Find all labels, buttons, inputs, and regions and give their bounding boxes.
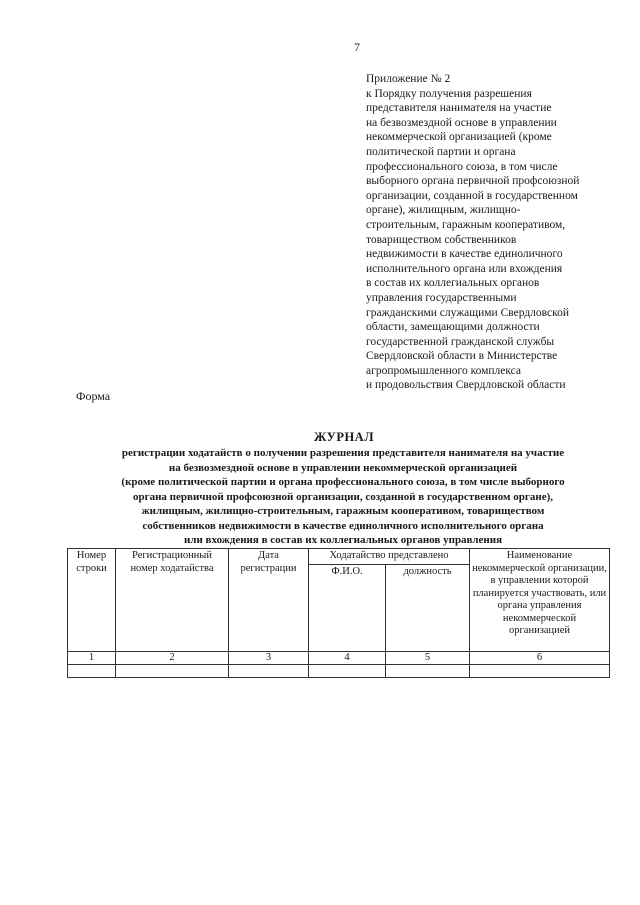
appendix-line: представителя нанимателя на участие bbox=[366, 102, 552, 115]
column-number: 3 bbox=[229, 651, 309, 665]
appendix-line: агропромышленного комплекса bbox=[366, 364, 522, 377]
table-cell bbox=[309, 665, 386, 678]
appendix-line: организации, созданной в государственном bbox=[366, 189, 578, 202]
column-number: 1 bbox=[68, 651, 116, 665]
journal-subtitle-line: собственников недвижимости в качестве единоличного исполнительного органа bbox=[142, 519, 544, 532]
journal-subtitle-line: жилищным, жилищно-строительным, гаражным кооперативом, товариществом bbox=[141, 505, 545, 517]
table-cell bbox=[229, 665, 309, 678]
header-registration-number: Регистрационный номер ходатайства bbox=[116, 549, 229, 652]
appendix-line: на безвозмездной основе в управлении bbox=[366, 116, 557, 129]
column-number: 4 bbox=[309, 651, 386, 665]
header-position: должность bbox=[386, 564, 470, 651]
journal-subtitle-line: регистрации ходатайств о получении разрешения представителя нанимателя на участие bbox=[121, 447, 565, 459]
appendix-line: выборного органа первичной профсоюзной bbox=[366, 175, 580, 188]
header-registration-date: Дата регистрации bbox=[229, 549, 309, 652]
column-number: 2 bbox=[116, 651, 229, 665]
journal-subtitle-line: на безвозмездной основе в управлении некоммерческой организацией bbox=[168, 461, 518, 474]
appendix-line: Приложение № 2 bbox=[366, 73, 451, 85]
journal-table bbox=[67, 548, 610, 678]
header-submitted-by: Ходатайство представлено bbox=[309, 549, 470, 565]
table-cell bbox=[116, 665, 229, 678]
table-cell bbox=[470, 665, 610, 678]
column-number-row bbox=[68, 651, 610, 665]
appendix-line: некоммерческой организацией (кроме bbox=[366, 131, 552, 144]
appendix-line: недвижимости в качестве единоличного bbox=[366, 248, 563, 261]
journal-subtitle-line: или вхождения в состав их коллегиальных органов управления bbox=[183, 534, 503, 546]
appendix-line: к Порядку получения разрешения bbox=[366, 87, 532, 100]
appendix-line: товариществом собственников bbox=[366, 233, 517, 246]
table-cell bbox=[386, 665, 470, 678]
column-number: 5 bbox=[386, 651, 470, 665]
header-row-number: Номер строки bbox=[68, 549, 116, 652]
appendix-line: органе), жилищным, жилищно- bbox=[366, 204, 521, 217]
journal-title: ЖУРНАЛ bbox=[313, 430, 375, 444]
journal-subtitle bbox=[60, 446, 626, 548]
appendix-line: гражданскими служащими Свердловской bbox=[366, 306, 570, 319]
appendix-block bbox=[366, 72, 616, 393]
form-label: Форма bbox=[76, 389, 111, 403]
appendix-line: государственной гражданской службы bbox=[366, 335, 555, 348]
header-organization-name: Наименование некоммерческой организации, в управлении которой планируется участвовать, или органа управления некоммерческой организацией bbox=[470, 549, 610, 652]
appendix-line: и продовольствия Свердловской области bbox=[366, 379, 566, 392]
appendix-line: области, замещающими должности bbox=[366, 321, 540, 334]
appendix-line: управления государственными bbox=[366, 291, 517, 304]
column-number: 6 bbox=[470, 651, 610, 665]
appendix-line: профессионального союза, в том числе bbox=[366, 160, 558, 173]
appendix-line: политической партии и органа bbox=[366, 145, 516, 158]
journal-subtitle-line: органа первичной профсоюзной организации, созданной в государственном органе), bbox=[132, 490, 553, 503]
header-full-name: Ф.И.О. bbox=[309, 564, 386, 651]
table-row bbox=[68, 665, 610, 678]
journal-subtitle-line: (кроме политической партии и органа профессионального союза, в том числе выборного bbox=[121, 476, 565, 488]
table-cell bbox=[68, 665, 116, 678]
appendix-line: строительным, гаражным кооперативом, bbox=[366, 218, 566, 231]
appendix-line: Свердловской области в Министерстве bbox=[366, 350, 558, 363]
appendix-line: в состав их коллегиальных органов bbox=[366, 277, 540, 290]
appendix-line: исполнительного органа или вхождения bbox=[366, 262, 563, 275]
page-number: 7 bbox=[354, 40, 360, 54]
